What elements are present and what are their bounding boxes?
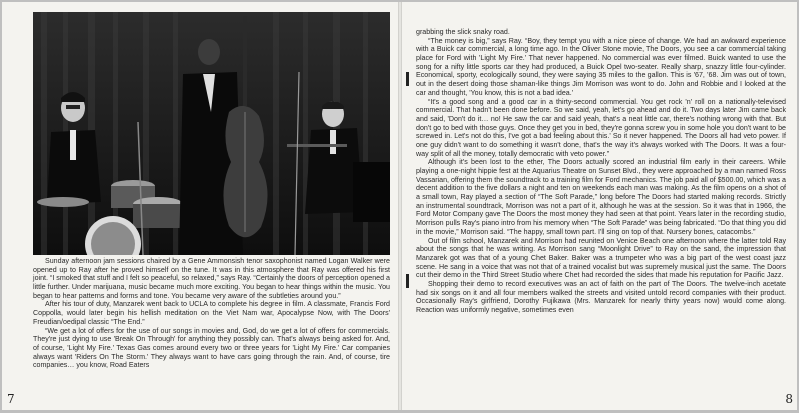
paragraph: Shopping their demo to record executives was an act of faith on the part of The Doors. The twelve-inch acetate had six songs on it and all four members walked the streets and visited untold record companies with their product. Occasionally Ray's girlfriend, Dorothy Fujikawa (Mrs. Manzarek for nearly thirty years now) would come along. Reaction was uniformly negative, sometimes even xyxy=(416,279,786,314)
paragraph: grabbing the slick snaky road. xyxy=(416,28,510,36)
left-page-body xyxy=(33,257,390,370)
paragraph: “We get a lot of offers for the use of our songs in movies and, God, do we get a lot of offers for commercials. They're just dying to use 'Break On Through' for anything they possibly can. That's always being asked for. And, of course, 'Light My Fire.' Texas Gas comes around every two or three years for 'Light My Fire.' Car companies always want 'Riders On The Storm.' They always want to have cars going through the rain. And, of course, tire companies… you know, Road Eaters xyxy=(33,326,390,370)
left-page xyxy=(2,2,398,410)
jazz-trio-illustration xyxy=(33,12,390,255)
binding-mark xyxy=(406,72,409,86)
page-number: 8 xyxy=(785,392,793,406)
binding-mark xyxy=(406,274,409,288)
paragraph: Out of film school, Manzarek and Morrison had reunited on Venice Beach one afternoon where the latter told Ray about the songs that he was writing. As Morrison sang “Moonlight Drive” to Ray on the sand, the impression that Manzarek got was that of a young Chet Baker. Baker was a trumpeter who was a big part of the west coast jazz scene. He sang in a voice that was not that of a trained vocalist but was supremely musical just the same. The Doors cut their demo in the Third Street Studio where Chet had recorded the sides that made his reputation for Pacific Jazz. xyxy=(416,236,786,280)
paragraph: Sunday afternoon jam sessions chaired by a Gene Ammonsish tenor saxophonist named Logan Walker were opened up to Ray after he proved himself on the tune. It was in this atmosphere that Ray was offered his first joint. “I smoked that stuff and I felt so peaceful, so relaxed,” says Ray. “Certainly the doors of perception opened a little further. Under marijuana, music became much more exciting. You began to hear things within the music. You began to hear patterns and forms and tone. You became very aware of the subtleties around you.” xyxy=(33,257,390,300)
page-number: 7 xyxy=(7,392,15,406)
paragraph: “The money is big,” says Ray. “Boy, they tempt you with a nice piece of change. We had an awkward experience with a Buick car commercial, a long time ago. In the Oliver Stone movie, The Doors, you see a car commercial taking place for Ford with 'Light My Fire.' That never happened. No commercial was ever filmed. Buick wanted to use the song for a nifty little sports car they had produced, a Buick Opel two-seater. Really sharp, snazzy little four-cylinder. Economical, sporty, ecologically sound, they were saying 35 miles to the gallon. This is '67, '68. Jim was out of town, out in the desert doing those shaman-like things Jim Morrison was wont to do. John and Robbie and I looked at the car and thought, 'You know, this is not a bad idea.' xyxy=(416,36,786,97)
paragraph: “It's a good song and a good car in a thirty-second commercial. You get rock 'n' roll on a nationally-televised commercial. That hadn't been done before. So we said, yeah, let's go ahead and do it. Two days later Jim came back and said, 'Don't do it… no! He saw the car and said yeah, that's a neat little car, there's nothing wrong with that. But don't go to bed with those guys. Once they get you in bed, they're gonna screw you in some hole you don't want to be screwed in. Let's not do this, I've got a bad feeling about this.' So it never happened. The Doors all had veto power. If one guy didn't want to do something it wasn't done, that's the way it's always worked with The Doors. It was a four-way split of all the money, totally democratic with veto power.” xyxy=(416,97,786,158)
paragraph: Although it's been lost to the ether, The Doors actually scored an industrial film early in their careers. While playing a one-night hippie fest at the Aquarius Theatre on Sunset Blvd., they were approached by a man named Ross Vassarian, offering them the soundtrack to a training film for Ford mechanics. The job paid all of $500.00, which was a decent addition to the five dollars a night and ten on weekends each man was making. As the film opens on a shot of a small town, Ray played a section of “The Soft Parade,” long before The Doors had started making records. Strictly an instrumental soundtrack, Morrison was not a part of it, although he was at the session. So it was that in 1966, the Ford Motor Company gave The Doors the most money they had seen at that point. Years later in the recording studio, Morrison pulls Ray's piano intro from his memory when “The Soft Parade” was being fabricated. “Do that thing you did in the movie,” Morrison said. “The happy, small town part. I'll sing on top of that. Nursery bones, catacombs.” xyxy=(416,158,786,236)
paragraph: After his tour of duty, Manzarek went back to UCLA to complete his degree in film. A classmate, Francis Ford Coppolla, would later begin his hellish meditation on the Viet Nam war, Apocalypse Now, with The Doors' Freudian/oedipal classic “The End.” xyxy=(33,300,390,326)
jazz-trio-photo xyxy=(33,12,390,255)
right-page xyxy=(402,2,797,410)
right-page-body xyxy=(416,28,786,315)
